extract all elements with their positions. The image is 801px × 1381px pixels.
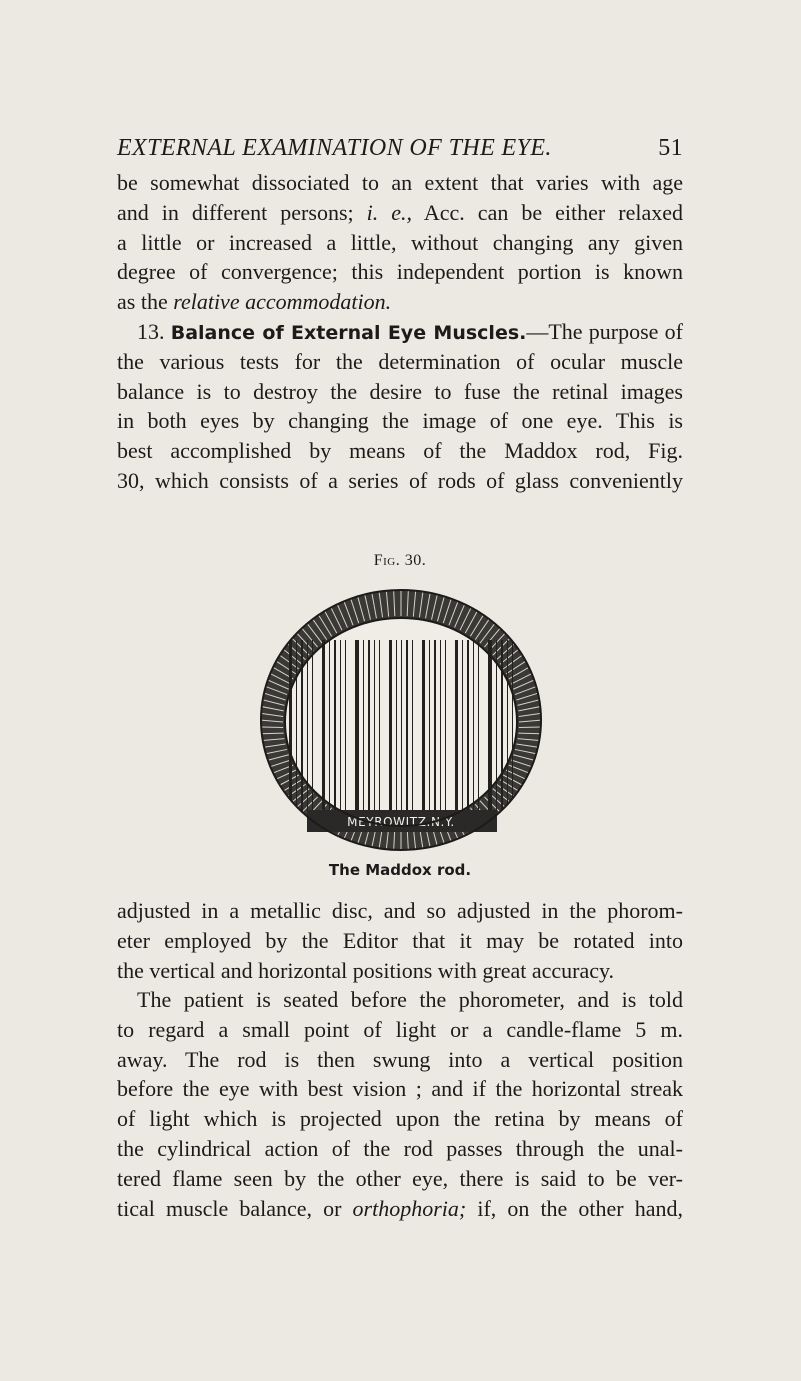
glass-rod-line [434,640,436,812]
section-heading-line [117,317,683,347]
glass-rod-line [363,640,364,812]
text-line: be somewhat dissociated to an extent that varies with age [117,170,683,195]
maddox-rod-figure [247,582,555,858]
text-fragment: and in different persons; [117,199,367,225]
maker-mark: MEYROWITZ.N.Y. [347,815,455,829]
text-line: adjusted in a metallic disc, and so adjusted in the phorom- [117,898,683,923]
glass-rod-line [440,640,441,812]
glass-rod-line [455,640,458,812]
glass-rod-line [322,640,325,812]
text-line: the cylindrical action of the rod passes through the unal- [117,1135,683,1161]
glass-rod-line [501,640,503,812]
text-line: before the eye with best vision ; and if the horizontal streak [117,1076,683,1102]
text-line: tered flame seen by the other eye, there is said to be ver- [117,1165,683,1191]
text-fragment: if, on the other hand, [466,1195,683,1221]
text-line: the vertical and horizontal positions with great accuracy. [117,957,615,983]
glass-rod-line [467,640,469,812]
glass-rod-line [312,640,313,812]
paragraph-phorometer [117,896,683,985]
term-orthophoria: orthophoria; [352,1195,467,1221]
text-line: the various tests for the determination of ocular muscle [117,348,683,374]
glass-rod-line [368,640,370,812]
glass-rod-line [345,640,346,812]
glass-rod-line [340,640,341,812]
text-line: degree of convergence; this independent portion is known [117,259,683,285]
glass-rod-line [462,640,463,812]
text-line: best accomplished by means of the Maddox rod, Fig. [117,438,683,464]
text-fragment: tical muscle balance, or [117,1195,353,1221]
text-line [117,287,683,317]
glass-rod-line [478,640,479,812]
section-13-balance-of-external-eye-muscles [117,317,683,496]
text-line: balance is to destroy the desire to fuse the retinal images [117,378,683,404]
glass-rod-line [374,640,375,812]
figure-caption: The Maddox rod. [328,861,472,879]
text-line: eter employed by the Editor that it may be rotated into [117,927,683,953]
glass-rod-line [396,640,397,812]
glass-rod-line [289,640,292,812]
glass-rod-line [473,640,474,812]
page-number: 51 [658,135,683,161]
glass-rod-line [379,640,380,812]
maddox-rod-illustration [247,582,555,858]
glass-rod-line [329,640,330,812]
glass-rod-line [445,640,446,812]
figure-label: Fig. 30. [373,552,427,569]
text-line: a little or increased a little, without changing any given [117,229,683,255]
glass-rod-line [507,640,508,812]
text-fragment: as the [117,289,174,315]
running-head-title: EXTERNAL EXAMINATION OF THE EYE. [117,135,552,161]
term-relative-accommodation: relative accommodation. [173,289,392,315]
paragraph-relative-accommodation [117,168,683,317]
glass-rod-line [429,640,430,812]
text-line: to regard a small point of light or a candle-flame 5 m. [117,1016,683,1042]
text-line [117,1194,683,1224]
section-number: 13. [137,319,171,344]
glass-rod-line [512,640,513,812]
rim-hatch-line [519,727,543,728]
glass-rod-line [401,640,402,812]
glass-rod-line [355,640,359,812]
text-fragment: —The purpose of [526,319,683,344]
text-line: of light which is projected upon the retina by means of [117,1106,683,1132]
glass-rod-line [406,640,408,812]
text-line: 30, which consists of a series of rods of glass conveniently [117,467,683,493]
glass-rod-line [422,640,425,812]
glass-rod-line [334,640,336,812]
text-line: in both eyes by changing the image of one eye. This is [117,408,683,434]
glass-rod-line [307,640,308,812]
rim-hatch-line [259,727,283,728]
glass-rod-line [296,640,297,812]
section-heading: Balance of External Eye Muscles. [170,322,527,344]
text-line: away. The rod is then swung into a vertical position [117,1046,683,1072]
glass-rod-line [496,640,497,812]
glass-rod-line [389,640,392,812]
paragraph-orthophoria-test [117,985,683,1223]
text-fragment: Acc. can be either relaxed [412,199,683,225]
text-line [117,198,683,228]
text-line: The patient is seated before the phorometer, and is told [137,987,683,1012]
glass-rod-line [412,640,413,812]
ie-abbreviation: i. e., [366,199,413,225]
running-head [117,128,683,168]
